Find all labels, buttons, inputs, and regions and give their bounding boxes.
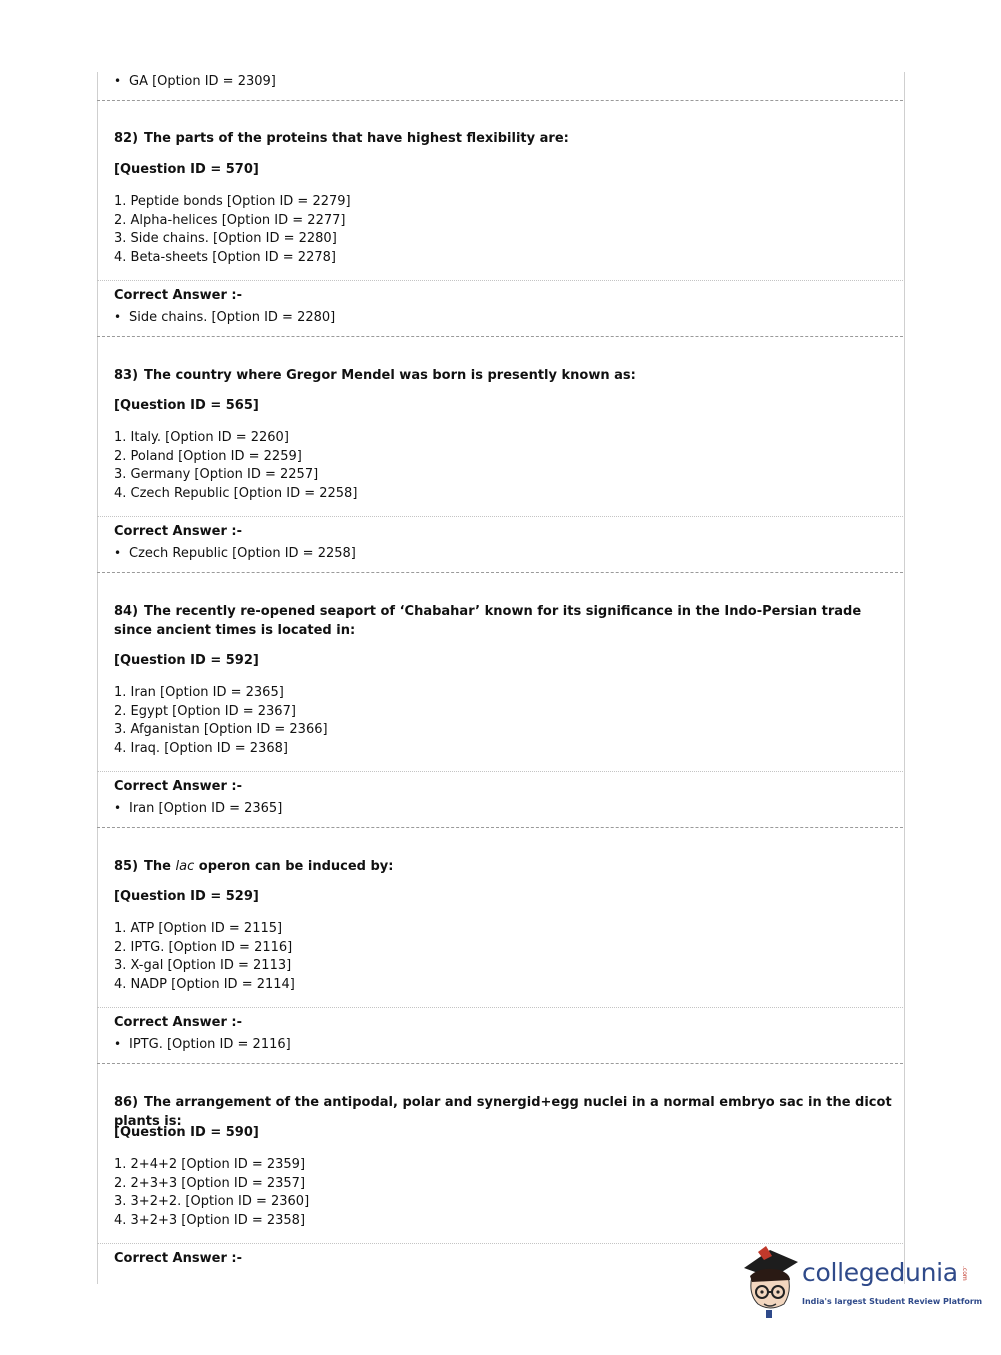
option: 1. Iran [Option ID = 2365]	[114, 685, 284, 700]
question-82-options	[114, 193, 351, 267]
answer-divider	[97, 771, 903, 772]
question-83-options	[114, 429, 357, 503]
question-number: 82)	[114, 131, 139, 146]
question-body: The arrangement of the antipodal, polar and synergid+egg nuclei in a normal embryo sac in the dicot plants is:	[114, 1095, 892, 1129]
carryover-answer	[114, 72, 276, 91]
question-84-text	[114, 602, 894, 640]
collegedunia-logo[interactable]	[740, 1246, 983, 1321]
answer-divider	[97, 1007, 903, 1008]
correct-answer-label: Correct Answer :-	[114, 779, 242, 794]
question-85-options	[114, 920, 295, 994]
question-body: operon can be induced by:	[194, 859, 394, 874]
option: 3. Germany [Option ID = 2257]	[114, 467, 319, 483]
option: 3. Side chains. [Option ID = 2280]	[114, 231, 337, 247]
bullet-icon: •	[114, 310, 122, 324]
option: 4. Beta-sheets [Option ID = 2278]	[114, 249, 336, 265]
question-number: 86)	[114, 1095, 139, 1110]
correct-answer-label: Correct Answer :-	[114, 288, 242, 303]
option: 1. 2+4+2 [Option ID = 2359]	[114, 1157, 306, 1172]
option: 4. Iraq. [Option ID = 2368]	[114, 740, 288, 756]
question-84-answer	[114, 799, 282, 818]
answer-text: Iran [Option ID = 2365]	[129, 801, 283, 816]
question-separator	[97, 100, 903, 101]
correct-answer-label: Correct Answer :-	[114, 1015, 242, 1030]
question-number: 84)	[114, 604, 139, 619]
question-83-text	[114, 366, 894, 385]
question-84-id: [Question ID = 592]	[114, 653, 259, 668]
option: 3. 3+2+2. [Option ID = 2360]	[114, 1194, 310, 1210]
bullet-icon: •	[114, 801, 122, 815]
option: 1. ATP [Option ID = 2115]	[114, 921, 283, 936]
option: 4. NADP [Option ID = 2114]	[114, 976, 295, 992]
answer-text: Side chains. [Option ID = 2280]	[129, 310, 336, 325]
option: 3. X-gal [Option ID = 2113]	[114, 958, 292, 974]
question-separator	[97, 827, 903, 828]
option: 2. Poland [Option ID = 2259]	[114, 448, 302, 464]
correct-answer-label: Correct Answer :-	[114, 1251, 242, 1266]
question-82-id: [Question ID = 570]	[114, 162, 259, 177]
question-separator	[97, 336, 903, 337]
logo-wordmark: collegedunia	[802, 1258, 958, 1287]
option: 2. 2+3+3 [Option ID = 2357]	[114, 1175, 306, 1191]
question-number: 83)	[114, 368, 139, 383]
bullet-icon: •	[114, 1037, 122, 1051]
option: 4. 3+2+3 [Option ID = 2358]	[114, 1212, 306, 1228]
option: 4. Czech Republic [Option ID = 2258]	[114, 485, 358, 501]
logo-tagline: India's largest Student Review Platform	[802, 1297, 983, 1306]
question-85-text	[114, 857, 894, 876]
bullet-icon: •	[114, 546, 122, 560]
mascot-icon	[740, 1246, 802, 1318]
question-body: The	[144, 859, 176, 874]
question-body: The parts of the proteins that have highest flexibility are:	[144, 131, 569, 146]
answer-text: IPTG. [Option ID = 2116]	[129, 1037, 291, 1052]
option: 1. Italy. [Option ID = 2260]	[114, 430, 289, 445]
question-86-options	[114, 1156, 309, 1230]
question-82-text	[114, 129, 894, 148]
correct-answer-label: Correct Answer :-	[114, 524, 242, 539]
option: 2. Alpha-helices [Option ID = 2277]	[114, 212, 346, 228]
answer-divider	[97, 516, 903, 517]
question-86-id: [Question ID = 590]	[114, 1125, 259, 1140]
bullet-icon: •	[114, 74, 122, 88]
answer-text: Czech Republic [Option ID = 2258]	[129, 546, 356, 561]
question-82-answer	[114, 308, 335, 327]
question-85-id: [Question ID = 529]	[114, 889, 259, 904]
option: 2. IPTG. [Option ID = 2116]	[114, 939, 293, 955]
question-85-answer	[114, 1035, 291, 1054]
question-body: The country where Gregor Mendel was born is presently known as:	[144, 368, 636, 383]
question-83-answer	[114, 544, 356, 563]
logo-suffix: .com	[961, 1266, 968, 1281]
question-body: The recently re-opened seaport of ‘Chabahar’ known for its significance in the Indo-Persian trade since ancient times is located in:	[114, 604, 862, 638]
option: 2. Egypt [Option ID = 2367]	[114, 703, 296, 719]
question-separator	[97, 572, 903, 573]
question-83-id: [Question ID = 565]	[114, 398, 259, 413]
question-84-options	[114, 684, 328, 758]
question-number: 85)	[114, 859, 139, 874]
question-body-italic: lac	[175, 859, 195, 874]
answer-divider	[97, 1243, 903, 1244]
option: 3. Afganistan [Option ID = 2366]	[114, 722, 328, 738]
option: 1. Peptide bonds [Option ID = 2279]	[114, 194, 351, 209]
question-separator	[97, 1063, 903, 1064]
carryover-text: GA [Option ID = 2309]	[129, 74, 276, 89]
answer-divider	[97, 280, 903, 281]
